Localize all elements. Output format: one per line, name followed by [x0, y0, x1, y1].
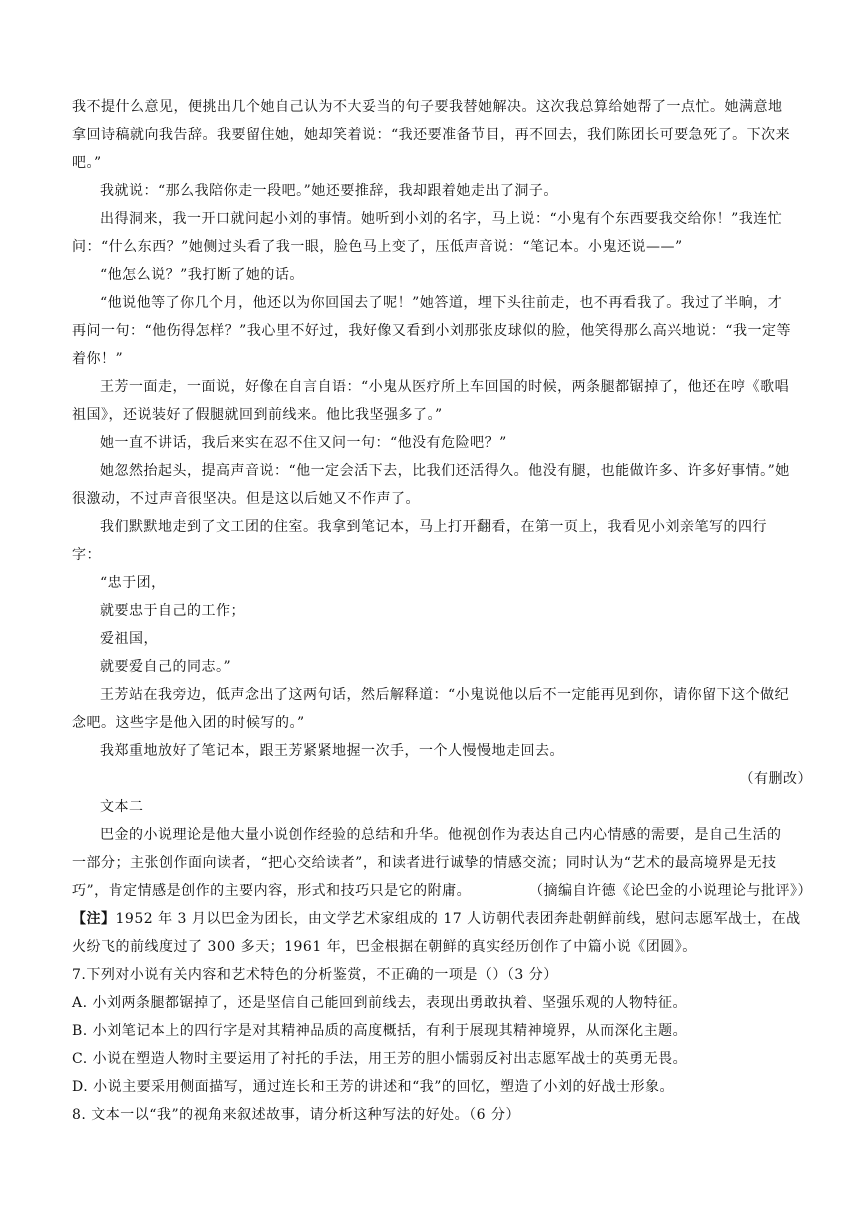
question-7-option-b: B. 小刘笔记本上的四行字是对其精神品质的高度概括，有利于展现其精神境界，从而深化主题。 — [72, 1023, 688, 1039]
text2-source: （摘编自许德《论巴金的小说理论与批评》） — [529, 883, 812, 899]
note-tag: 【注】 — [72, 911, 116, 927]
story-paragraph-6: 王芳一面走，一面说，好像在自言自语：“小鬼从医疗所上车回国的时候，两条腿都锯掉了，他还在哼《歌唱祖国》，还说装好了假腿就回到前线来。他比我坚强多了。” — [72, 379, 790, 423]
text2-heading: 文本二 — [100, 799, 144, 815]
story-paragraph-4: “他怎么说？”我打断了她的话。 — [100, 267, 304, 283]
text2-body: 巴金的小说理论是他大量小说创作经验的总结和升华。他视创作为表达自己内心情感的需要，是自己生活的一部分；主张创作面向读者，“把心交给读者”，和读者进行诚挚的情感交流；同时认为“艺术的最高境界是无技巧”，肯定情感是创作的主要内容，形式和技巧只是它的附庸。 — [72, 827, 782, 899]
annotation-note — [72, 905, 812, 961]
question-7-option-c: C. 小说在塑造人物时主要运用了衬托的手法，用王芳的胆小懦弱反衬出志愿军战士的英勇无畏。 — [72, 1051, 688, 1067]
question-8: 8. 文本一以“我”的视角来叙述故事，请分析这种写法的好处。（6 分） — [72, 1107, 520, 1123]
story-paragraph-9: 我们默默地走到了文工团的住室。我拿到笔记本，马上打开翻看，在第一页上，我看见小刘亲笔写的四行字： — [72, 519, 767, 563]
poem-line-2: 就要忠于自己的工作； — [100, 603, 245, 619]
story-paragraph-7: 她一直不讲话，我后来实在忍不住又问一句：“他没有危险吧？” — [100, 435, 507, 451]
poem-line-4: 就要爱自己的同志。” — [100, 659, 232, 675]
story-source: （有删改） — [739, 771, 812, 787]
note-text: 1952 年 3 月以巴金为团长，由文学艺术家组成的 17 人访朝代表团奔赴朝鲜前线，慰问志愿军战士，在战火纷飞的前线度过了 300 多天；1961 年，巴金根据在朝鲜的真实经历创作了中篇小说《团圆》。 — [72, 911, 801, 955]
story-paragraph-2: 我就说：“那么我陪你走一段吧。”她还要推辞，我却跟着她走出了洞子。 — [100, 183, 558, 199]
story-paragraph-3: 出得洞来，我一开口就问起小刘的事情。她听到小刘的名字，马上说：“小鬼有个东西要我交给你！”我连忙问：“什么东西？”她侧过头看了我一眼，脸色马上变了，压低声音说：“笔记本。小鬼还说——” — [72, 211, 783, 255]
poem-line-1: “忠于团， — [100, 575, 166, 591]
story-paragraph-1: 我不提什么意见，便挑出几个她自己认为不大妥当的句子要我替她解决。这次我总算给她帮了一点忙。她满意地拿回诗稿就向我告辞。我要留住她，她却笑着说：“我还要准备节目，再不回去，我们陈团长可要急死了。下次来吧。” — [72, 99, 791, 171]
story-paragraph-5: “他说他等了你几个月，他还以为你回国去了呢！”她答道，埋下头往前走，也不再看我了。我过了半晌，才再问一句：“他伤得怎样？”我心里不好过，我好像又看到小刘那张皮球似的脸，他笑得那么高兴地说：“我一定等着你！” — [72, 295, 791, 367]
question-7: 7.下列对小说有关内容和艺术特色的分析鉴赏，不正确的一项是（）（3 分） — [72, 967, 558, 983]
question-7-option-a: A. 小刘两条腿都锯掉了，还是坚信自己能回到前线去，表现出勇敢执着、坚强乐观的人物特征。 — [72, 995, 688, 1011]
story-paragraph-8: 她忽然抬起头，提高声音说：“他一定会活下去，比我们还活得久。他没有腿，也能做许多、许多好事情。”她很激动，不过声音很坚决。但是这以后她又不作声了。 — [72, 463, 790, 507]
story-paragraph-10: 王芳站在我旁边，低声念出了这两句话，然后解释道：“小鬼说他以后不一定能再见到你，请你留下这个做纪念吧。这些字是他入团的时候写的。” — [72, 687, 790, 731]
poem-line-3: 爱祖国， — [100, 631, 158, 647]
question-7-option-d: D. 小说主要采用侧面描写，通过连长和王芳的讲述和“我”的回忆，塑造了小刘的好战士形象。 — [72, 1079, 674, 1095]
story-paragraph-11: 我郑重地放好了笔记本，跟王芳紧紧地握一次手，一个人慢慢地走回去。 — [100, 743, 564, 759]
